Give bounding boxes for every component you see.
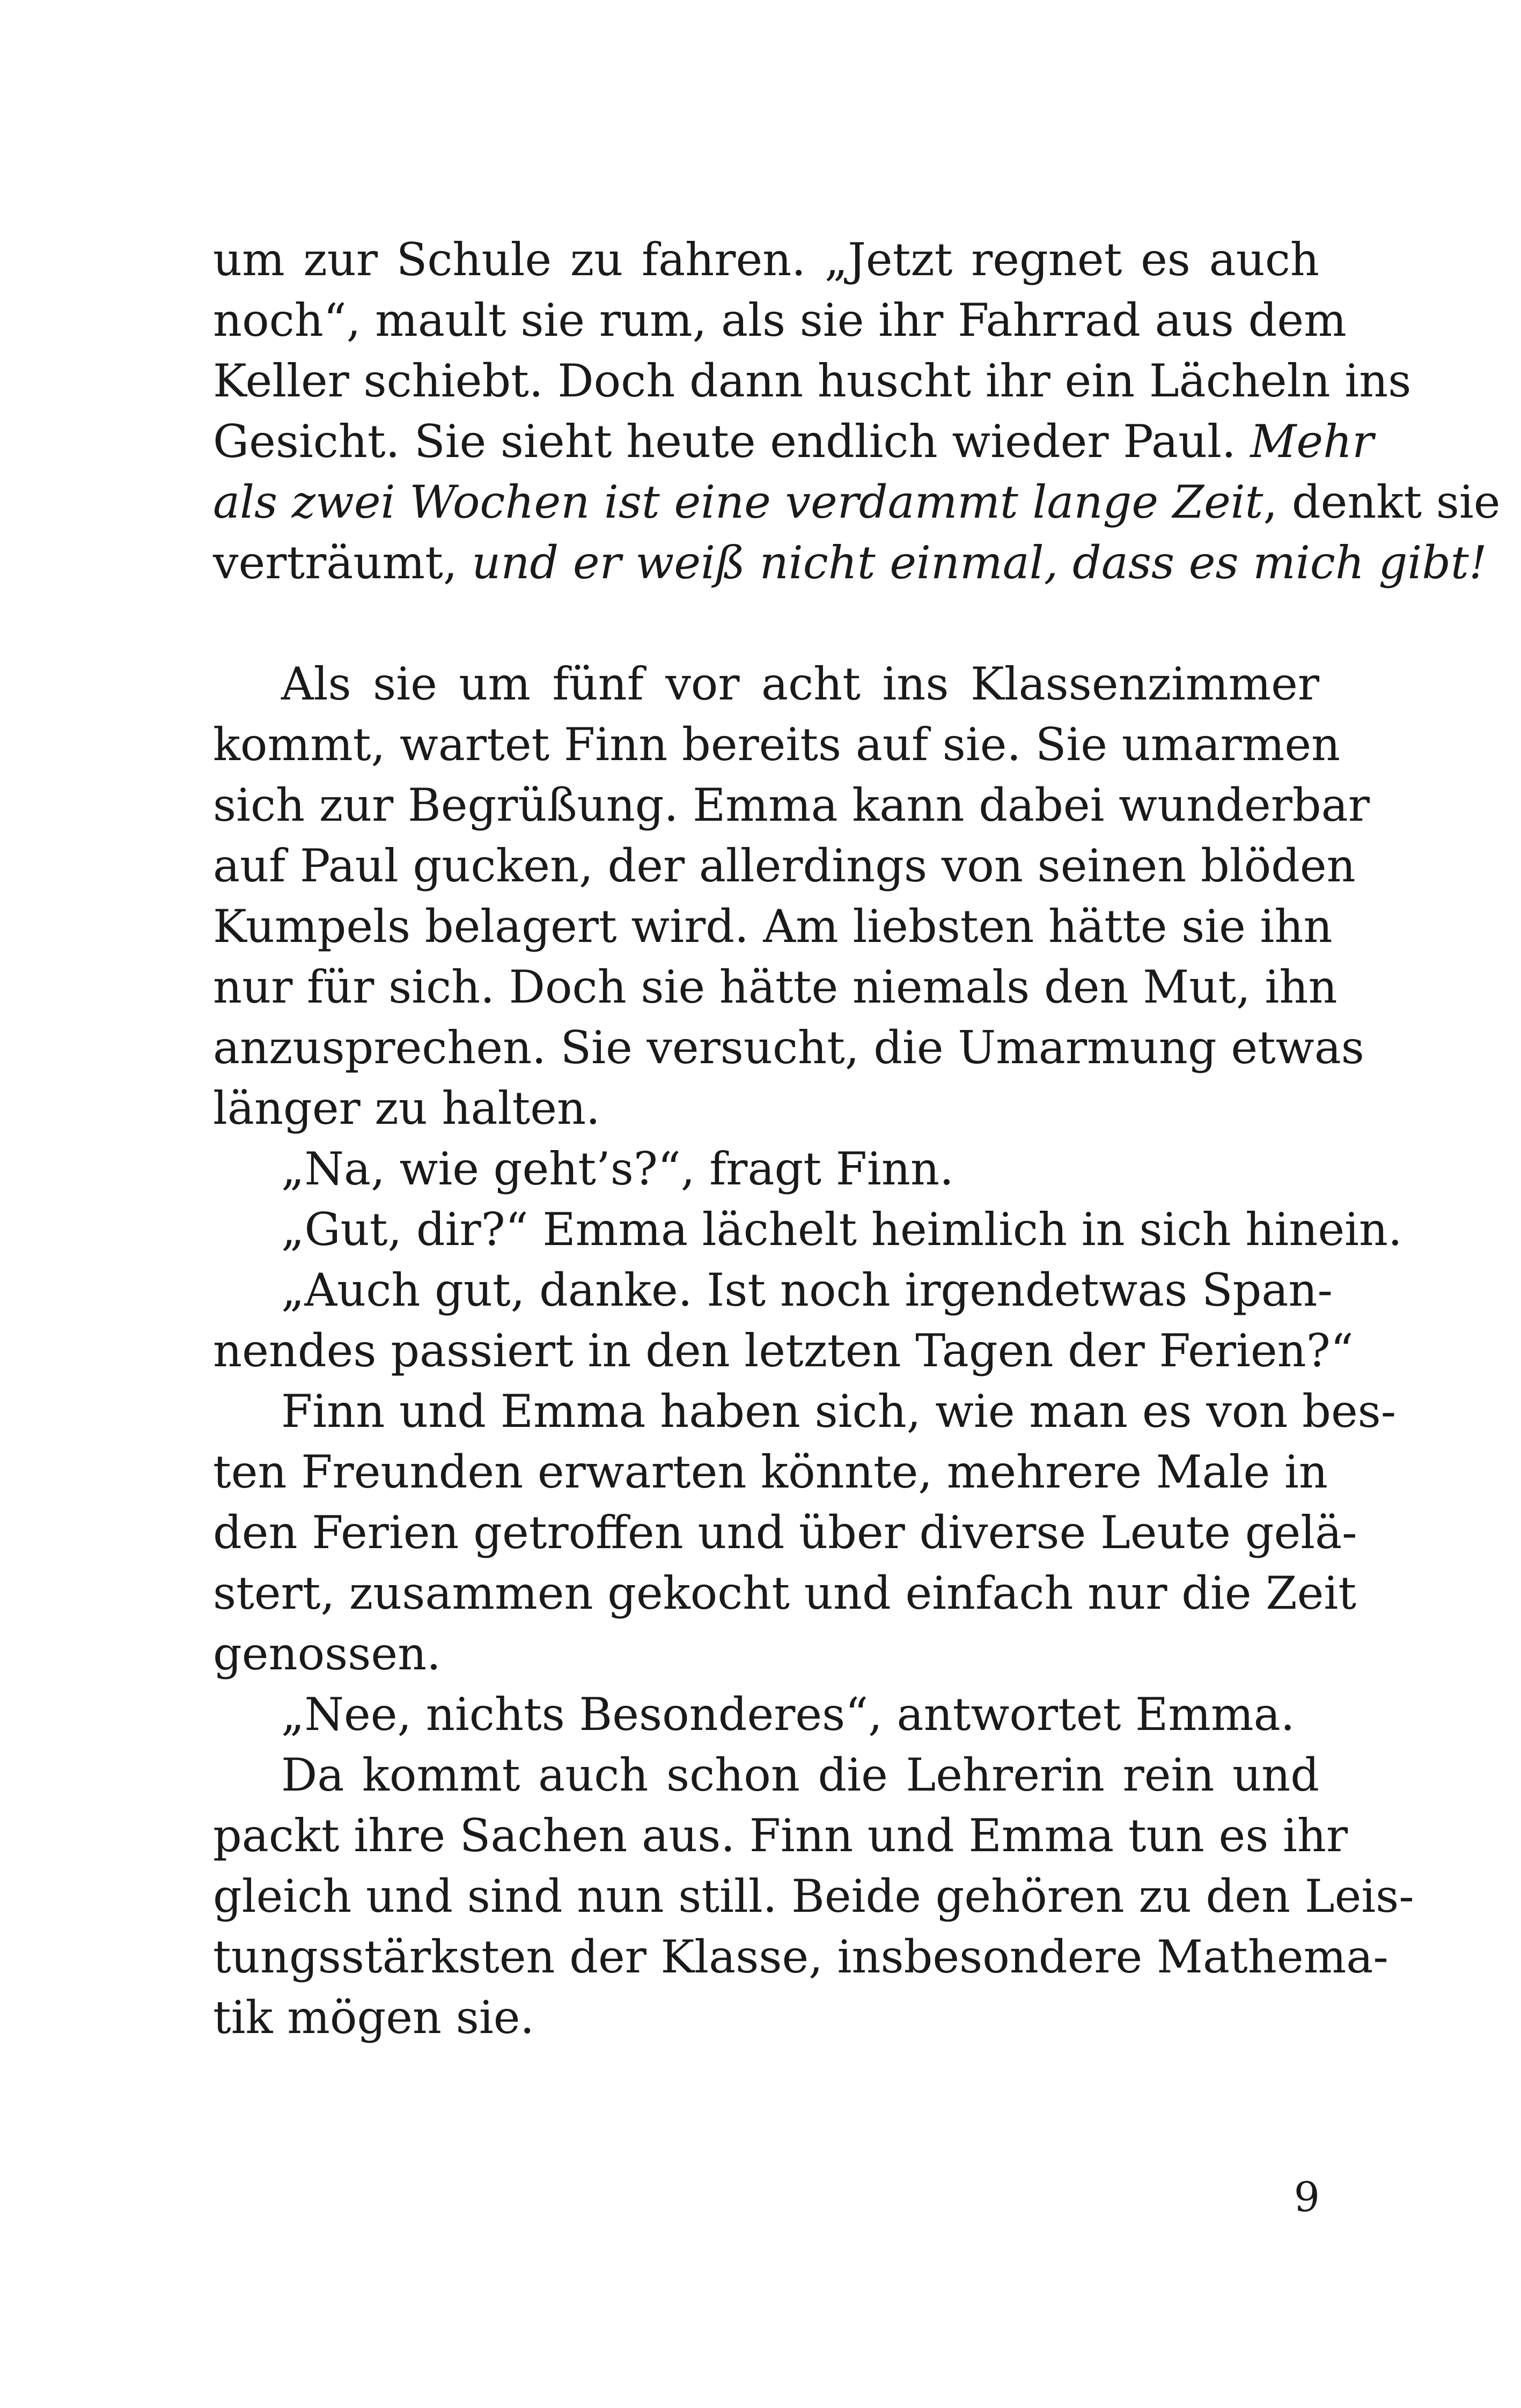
text-segment: ten Freunden erwarten könnte, mehrere Male in [213,1446,1328,1498]
text-segment: „Gut, dir?“ Emma lächelt heimlich in sich hinein. [281,1203,1402,1256]
text-segment: gleich und sind nun still. Beide gehören zu den Leis- [213,1870,1414,1923]
text-line [213,290,1347,351]
text-line [213,1321,1354,1381]
text-line [213,836,1356,896]
text-segment: „Na, wie geht’s?“, fragt Finn. [281,1143,954,1195]
text-segment: „Auch gut, danke. Ist noch irgendetwas Span- [281,1264,1333,1316]
italic-text: und er weiß nicht einmal, dass es mich gibt! [472,536,1487,589]
text-line [213,775,1370,836]
paragraph [213,1381,1397,1684]
text-line [213,1745,1319,1806]
paragraph [213,1199,1402,1260]
text-line [213,411,1374,472]
text-line [213,1381,1397,1442]
text-segment: , denkt sie [1263,476,1501,528]
text-line [213,1684,1319,1745]
paragraph [213,1745,1414,2048]
text-line [213,1442,1328,1503]
text-line [213,957,1338,1018]
text-line [213,1806,1348,1866]
italic-text: Mehr [1250,415,1374,468]
text-segment: Gesicht. Sie sieht heute endlich wieder Paul. [213,415,1251,468]
text-segment: stert, zusammen gekocht und einfach nur die Zeit [213,1567,1356,1619]
text-segment: verträumt, [213,536,472,589]
text-segment: nendes passiert in den letzten Tagen der Ferien?“ [213,1324,1354,1377]
text-segment: anzusprechen. Sie versucht, die Umarmung etwas [213,1021,1364,1074]
text-line [213,533,1487,593]
text-line [213,1563,1356,1624]
text-segment: packt ihre Sachen aus. Finn und Emma tun es ihr [213,1809,1348,1862]
text-segment: den Ferien getroffen und über diverse Leute gelä- [213,1506,1357,1559]
paragraph [213,654,1370,1139]
text-segment: Keller schiebt. Doch dann huscht ihr ein Lächeln ins [213,355,1412,407]
paragraph [213,230,1501,593]
text-segment: um zur Schule zu fahren. „Jetzt regnet es auch [213,233,1319,286]
text-line [213,1078,1319,1139]
text-segment: auf Paul gucken, der allerdings von seinen blöden [213,840,1356,892]
text-line [213,1987,1319,2048]
text-segment: Finn und Emma haben sich, wie man es von bes- [281,1385,1397,1438]
text-segment: Als sie um fünf vor acht ins Klassenzimmer [281,658,1319,710]
text-segment: kommt, wartet Finn bereits auf sie. Sie umarmen [213,718,1341,771]
italic-text: als zwei Wochen ist eine verdammt lange Zeit [213,476,1263,528]
text-segment: tungsstärksten der Klasse, insbesondere Mathema- [213,1931,1388,1983]
text-segment: tik mögen sie. [213,1991,535,2044]
text-line [213,896,1333,957]
text-segment: sich zur Begrüßung. Emma kann dabei wunderbar [213,779,1370,831]
page-body [213,230,1501,2048]
text-segment: nur für sich. Doch sie hätte niemals den Mut, ihn [213,961,1338,1013]
text-segment: „Nee, nichts Besonderes“, antwortet Emma. [281,1688,1295,1741]
text-line [213,1018,1364,1078]
text-line [213,1624,1319,1684]
text-segment: Kumpels belagert wird. Am liebsten hätte sie ihn [213,900,1333,953]
text-line [213,1927,1388,1987]
text-line [213,654,1319,715]
page-number: 9 [1294,2173,1320,2221]
text-line [213,1866,1414,1927]
text-segment: Da kommt auch schon die Lehrerin rein und [281,1749,1319,1801]
paragraph [213,1260,1354,1381]
text-line [213,1503,1357,1563]
text-segment: länger zu halten. [213,1082,600,1135]
text-line [213,1260,1333,1321]
text-line [213,230,1319,290]
paragraph [213,1684,1319,1745]
text-line [213,351,1412,411]
text-line [213,1199,1402,1260]
paragraph-gap [213,593,1319,654]
text-segment: noch“, mault sie rum, als sie ihr Fahrrad aus dem [213,294,1347,347]
paragraph [213,1139,1319,1199]
text-line [213,1139,1319,1199]
text-line [213,472,1501,533]
text-line [213,715,1341,775]
text-segment: genossen. [213,1628,441,1680]
